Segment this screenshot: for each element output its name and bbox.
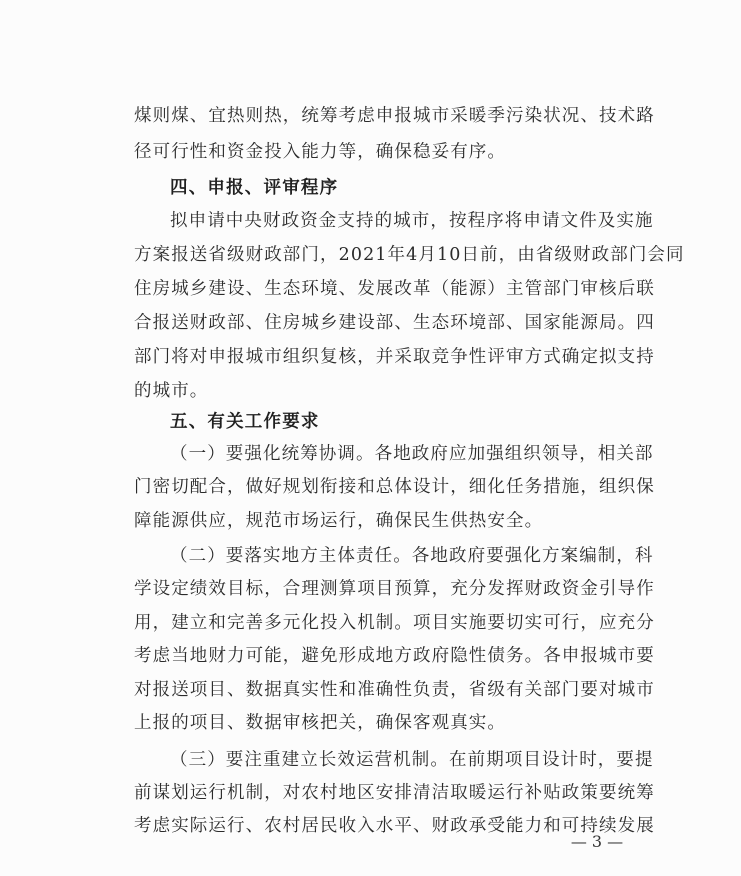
section-heading-4: 四、申报、评审程序 (170, 178, 339, 198)
text-line: 煤则煤、宜热则热，统筹考虑申报城市采暖季污染状况、技术路 (134, 106, 655, 126)
text-line: 的城市。 (134, 381, 209, 401)
text-line: 考虑实际运行、农村居民收入水平、财政承受能力和可持续发展 (134, 816, 655, 836)
text-line: 径可行性和资金投入能力等，确保稳妥有序。 (134, 142, 506, 162)
text-line: 学设定绩效目标，合理测算项目预算，充分发挥财政资金引导作 (134, 579, 655, 599)
text-line: 考虑当地财力可能，避免形成地方政府隐性债务。各申报城市要 (134, 646, 655, 666)
text-line: 对报送项目、数据真实性和准确性负责，省级有关部门要对城市 (134, 680, 655, 700)
text-line: 合报送财政部、住房城乡建设部、生态环境部、国家能源局。四 (134, 313, 655, 333)
text-line: 部门将对申报城市组织复核，并采取竞争性评审方式确定拟支持 (134, 347, 655, 367)
text-line: 门密切配合，做好规划衔接和总体设计，细化任务措施，组织保 (134, 477, 655, 497)
section-heading-5: 五、有关工作要求 (170, 412, 320, 432)
text-line: 方案报送省级财政部门，2021年4月10日前，由省级财政部门会同 (134, 245, 685, 265)
text-line: （三）要注重建立长效运营机制。在前期项目设计时，要提 (170, 750, 654, 770)
text-line: 拟申请中央财政资金支持的城市，按程序将申请文件及实施 (170, 211, 654, 231)
text-line: （一）要强化统筹协调。各地政府应加强组织领导，相关部 (170, 444, 654, 464)
text-line: （二）要落实地方主体责任。各地政府要强化方案编制，科 (170, 546, 654, 566)
text-line: 用，建立和完善多元化投入机制。项目实施要切实可行，应充分 (134, 613, 655, 633)
text-line: 上报的项目、数据审核把关，确保客观真实。 (134, 713, 506, 733)
text-line: 障能源供应，规范市场运行，确保民生供热安全。 (134, 511, 544, 531)
page-number: — 3 — (570, 832, 624, 851)
text-line: 前谋划运行机制，对农村地区安排清洁取暖运行补贴政策要统筹 (134, 783, 655, 803)
text-line: 住房城乡建设、生态环境、发展改革（能源）主管部门审核后联 (134, 279, 655, 299)
